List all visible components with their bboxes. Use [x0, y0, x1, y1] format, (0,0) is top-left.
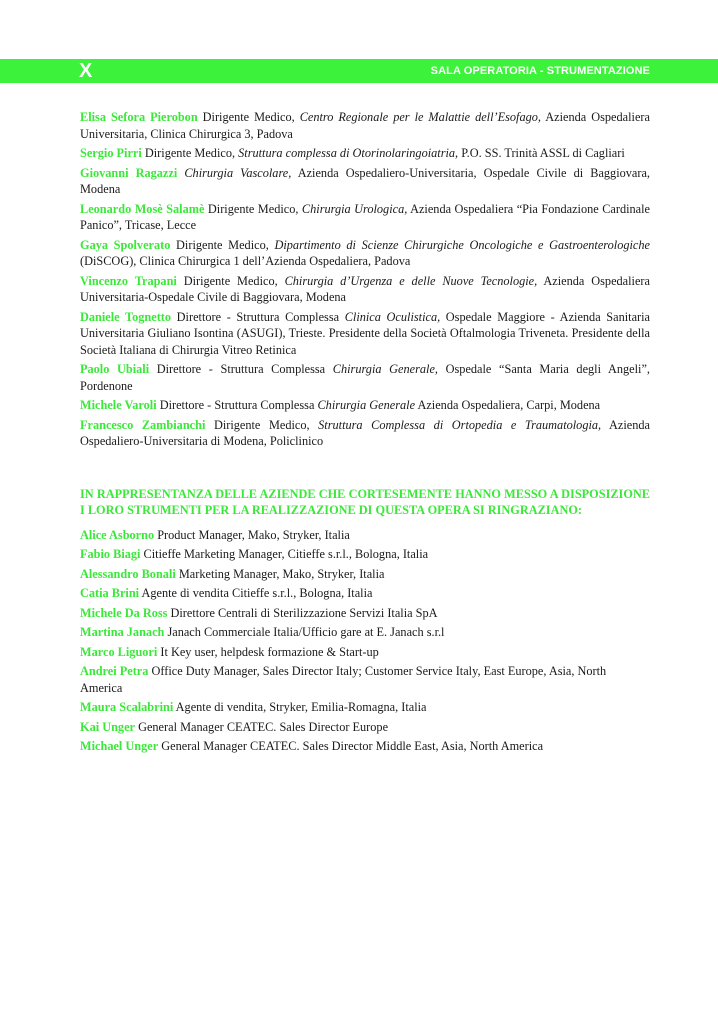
contributor-entry — [80, 237, 650, 270]
representative-entry — [80, 566, 650, 583]
contributor-department: Struttura Complessa di Ortopedia e Traumatologia, — [318, 417, 602, 432]
contributor-name: Elisa Sefora Pierobon — [80, 110, 198, 124]
header-bar — [0, 59, 718, 83]
contributor-department: Chirurgia d’Urgenza e delle Nuove Tecnologie, — [284, 273, 538, 288]
representative-role: General Manager CEATEC. Sales Director Europe — [135, 719, 389, 734]
contributor-name: Vincenzo Trapani — [80, 273, 177, 288]
representative-name: Andrei Petra — [80, 664, 149, 678]
contributor-entry — [80, 361, 650, 394]
representative-entry — [80, 663, 650, 696]
contributor-entry — [80, 273, 650, 306]
representative-role: Agente di vendita Citieffe s.r.l., Bologna, Italia — [139, 586, 373, 600]
representative-name: Marco Liguori — [80, 644, 158, 659]
contributor-name: Giovanni Ragazzi — [80, 165, 178, 180]
contributor-role: Dirigente Medico, — [170, 237, 275, 252]
contributor-role: Dirigente Medico, — [205, 417, 319, 432]
representative-name: Maura Scalabrini — [80, 700, 174, 714]
representative-role: Agente di vendita, Stryker, Emilia-Romagna, Italia — [173, 700, 427, 714]
contributor-entry — [80, 201, 650, 234]
representative-entry — [80, 546, 650, 563]
representative-entry — [80, 527, 650, 544]
representative-name: Fabio Biagi — [80, 547, 141, 561]
representative-name: Catia Brini — [80, 586, 140, 600]
contributor-department: Centro Regionale per le Malattie dell’Esofago, — [299, 110, 541, 124]
representative-entry — [80, 699, 650, 716]
contributor-name: Leonardo Mosè Salamè — [80, 201, 205, 216]
representative-entry — [80, 738, 650, 755]
representatives-list — [80, 527, 650, 755]
representative-role: Janach Commerciale Italia/Ufficio gare at E. Janach s.r.l — [164, 625, 445, 639]
contributor-name: Francesco Zambianchi — [80, 417, 206, 432]
representative-role: Marketing Manager, Mako, Stryker, Italia — [175, 566, 385, 581]
representative-name: Kai Unger — [80, 719, 135, 734]
contributor-affiliation: P.O. SS. Trinità ASSL di Cagliari — [458, 146, 625, 160]
contributor-role: Dirigente Medico, — [176, 273, 285, 288]
representative-role: Direttore Centrali di Sterilizzazione Servizi Italia SpA — [167, 605, 438, 620]
chapter-mark: X — [79, 60, 93, 82]
contributor-role: Dirigente Medico, — [204, 201, 302, 216]
contributor-affiliation: Azienda Ospedaliera Universitaria, Clinica Chirurgica 3, Padova — [80, 110, 650, 141]
contributor-entry — [80, 109, 650, 142]
contributor-affiliation: Ospedale “Santa Maria degli Angeli”, Pordenone — [80, 362, 650, 393]
contributor-entry — [80, 165, 650, 198]
contributor-department: Chirurgia Generale — [317, 398, 416, 412]
contributor-role: Dirigente Medico, — [141, 146, 239, 160]
representative-name: Alice Asborno — [80, 527, 155, 542]
representative-name: Michele Da Ross — [80, 605, 168, 620]
page-content — [80, 109, 650, 758]
contributor-name: Michele Varoli — [80, 398, 157, 412]
representative-role: Citieffe Marketing Manager, Citieffe s.r.l., Bologna, Italia — [140, 547, 429, 561]
contributor-name: Daniele Tognetto — [80, 309, 172, 324]
contributor-role: Direttore - Struttura Complessa — [171, 309, 345, 324]
contributor-entry — [80, 397, 650, 414]
representative-name: Michael Unger — [80, 739, 159, 753]
running-header-title: SALA OPERATORIA - STRUMENTAZIONE — [430, 65, 650, 77]
contributor-affiliation: Azienda Ospedaliera “Pia Fondazione Cardinale Panico”, Tricase, Lecce — [80, 201, 650, 232]
representative-entry — [80, 719, 650, 736]
contributor-affiliation: Azienda Ospedaliera Universitaria-Ospedale Civile di Baggiovara, Modena — [80, 273, 650, 304]
contributor-department: Dipartimento di Scienze Chirurgiche Oncologiche e Gastroenterologiche — [274, 237, 650, 252]
contributor-name: Sergio Pirri — [80, 146, 142, 160]
contributor-role: Direttore - Struttura Complessa — [149, 362, 333, 376]
contributor-affiliation: Azienda Ospedaliero-Universitaria, Ospedale Civile di Baggiovara, Modena — [80, 165, 651, 196]
contributor-department: Struttura complessa di Otorinolaringoiatria, — [238, 146, 459, 160]
representative-name: Alessandro Bonali — [80, 566, 176, 581]
contributor-department: Chirurgia Generale, — [332, 362, 438, 376]
contributor-role: Dirigente Medico, — [197, 110, 300, 124]
contributor-role: Direttore - Struttura Complessa — [156, 398, 318, 412]
contributor-name: Paolo Ubiali — [80, 362, 150, 376]
contributor-department: Chirurgia Vascolare, — [184, 165, 292, 180]
contributors-list — [80, 109, 650, 450]
contributor-name: Gaya Spolverato — [80, 237, 171, 252]
representative-role: It Key user, helpdesk formazione & Start-up — [157, 644, 379, 659]
representative-role: Product Manager, Mako, Stryker, Italia — [154, 527, 350, 542]
representative-entry — [80, 585, 650, 602]
contributor-entry — [80, 309, 650, 359]
representative-entry — [80, 624, 650, 641]
contributor-affiliation: Azienda Ospedaliero-Universitaria di Modena, Policlinico — [80, 417, 650, 448]
contributor-department: Chirurgia Urologica, — [301, 201, 408, 216]
contributor-department: Clinica Oculistica, — [344, 309, 441, 324]
representative-entry — [80, 605, 650, 622]
contributor-affiliation: Azienda Ospedaliera, Carpi, Modena — [415, 398, 601, 412]
contributor-entry — [80, 145, 650, 162]
contributor-affiliation: Ospedale Maggiore - Azienda Sanitaria Universitaria Giuliano Isontina (ASUGI), Trieste. Presidente della Società Oftalmologia Triveneta. Presidente della Società Italiana di Chirurgia Vitreo Retinica — [80, 309, 650, 357]
representative-role: General Manager CEATEC. Sales Director Middle East, Asia, North America — [158, 739, 544, 753]
contributor-affiliation: (DiSCOG), Clinica Chirurgica 1 dell’Azienda Ospedaliera, Padova — [80, 254, 411, 268]
contributor-entry — [80, 417, 650, 450]
representative-name: Martina Janach — [80, 625, 165, 639]
representative-role: Office Duty Manager, Sales Director Italy; Customer Service Italy, East Europe, Asia, North America — [80, 664, 607, 695]
thanks-heading: IN RAPPRESENTANZA DELLE AZIENDE CHE CORTESEMENTE HANNO MESSO A DISPOSIZIONE I LORO STRUMENTI PER LA REALIZZAZIONE DI QUESTA OPERA SI RINGRAZIANO: — [80, 486, 650, 517]
representative-entry — [80, 644, 650, 661]
